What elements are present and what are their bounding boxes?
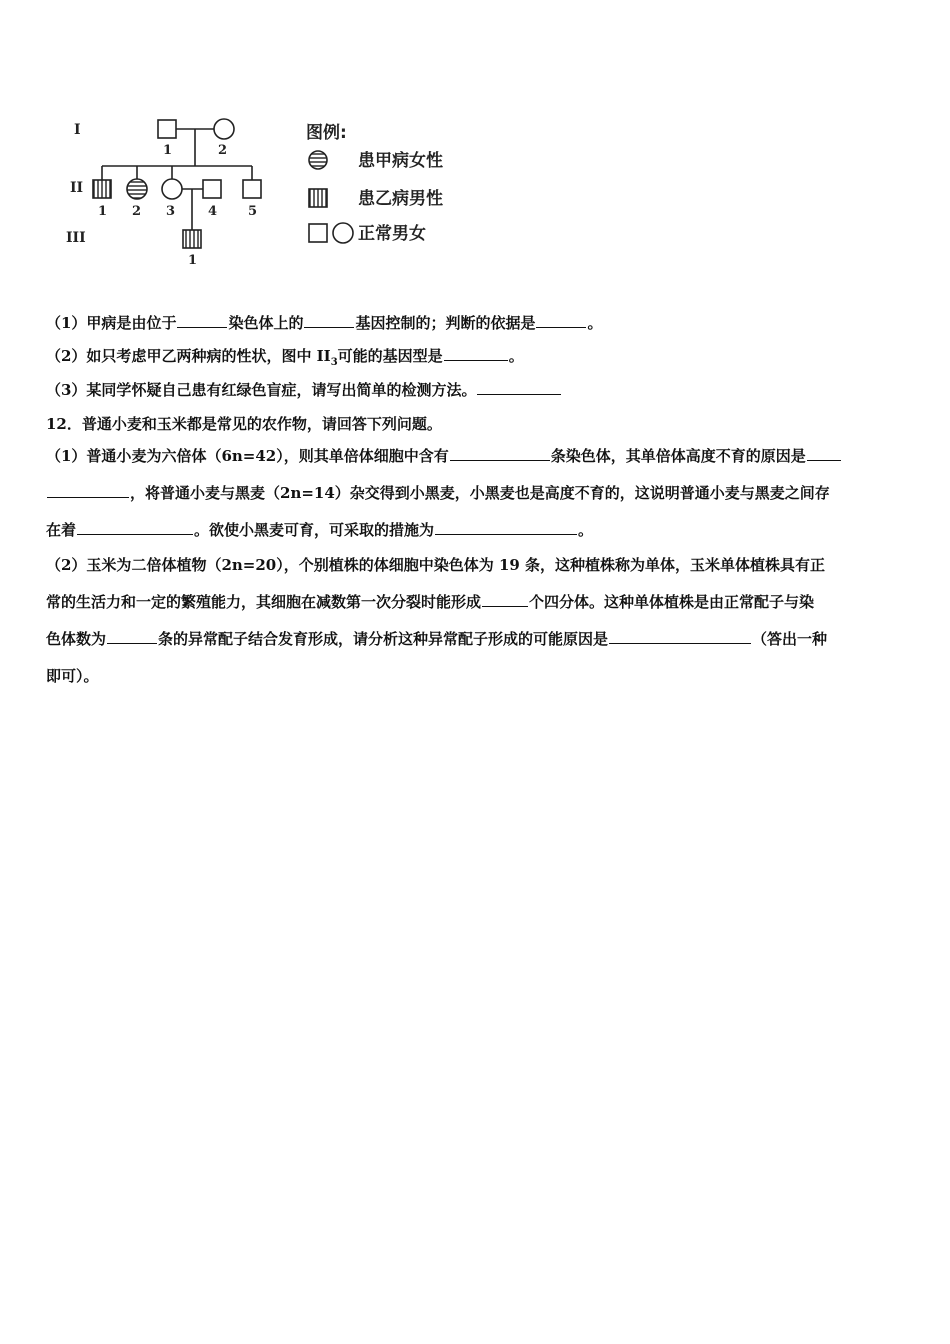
q12-title [46,413,442,434]
q12-part-1 [46,438,904,549]
generation-label-1: I [74,122,81,138]
answer-blank[interactable] [536,312,586,328]
gen2-affected-female-2 [127,179,147,199]
q12-p1-text-f: 。 [578,521,594,539]
gen2-female-3 [162,179,182,199]
legend-title: 图例: [306,123,347,143]
pedigree-chart [60,112,480,272]
q12-p2-text-b: 常的生活力和一定的繁殖能力，其细胞在减数第一次分裂时能形成 [46,593,482,611]
q11-p3-text-a: （3）某同学怀疑自己患有红绿色盲症，请写出简单的检测方法。 [46,381,477,399]
answer-blank[interactable] [482,591,528,607]
q12-p1-text-e: 。欲使小黑麦可育，可采取的措施为 [194,521,435,539]
q11-p2-subscript: 3 [330,357,338,368]
gen2-affected-male-1 [93,180,111,198]
gen3-number-1: 1 [188,253,198,268]
q11-p2-text-a: （2）如只考虑甲乙两种病的性状，图中 II [46,347,331,365]
answer-blank[interactable] [107,628,157,644]
q12-p2-text-c: 个四分体。这种单体植株是由正常配子与染 [529,593,815,611]
q12-p2-text-f: （答出一种 [752,630,828,648]
q12-p2-text-g: 即可）。 [46,667,99,685]
q11-p1-text-b: 染色体上的 [228,314,304,332]
gen2-number-2: 2 [132,204,142,219]
generation-label-2: II [70,180,84,196]
answer-blank[interactable] [444,345,508,361]
q12-p1-text-a: （1）普通小麦为六倍体（6n=42），则其单倍体细胞中含有 [46,447,449,465]
q11-p1-text-a: （1）甲病是由位于 [46,314,177,332]
q11-p2-text-b: 可能的基因型是 [337,347,443,365]
q12-title-text: 12．普通小麦和玉米都是常见的农作物，请回答下列问题。 [46,415,442,433]
q12-p2-text-d: 色体数为 [46,630,107,648]
answer-blank[interactable] [47,482,129,498]
q11-p1-text-d: 。 [587,314,603,332]
pedigree-figure [60,112,480,272]
legend-item-2: 患乙病男性 [358,189,443,209]
gen1-male-1 [158,120,176,138]
q12-p1-text-b: 条染色体，其单倍体高度不育的原因是 [550,447,806,465]
legend-square-icon [309,224,327,242]
q11-part-2 [46,345,524,368]
q11-part-1 [46,312,603,333]
answer-blank[interactable] [609,628,751,644]
gen2-number-3: 3 [166,204,176,219]
legend-circle-icon [333,223,353,243]
q12-p2-text-a: （2）玉米为二倍体植物（2n=20），个别植株的体细胞中染色体为 19 条，这种植株称为单体，玉米单体植株具有正 [46,556,826,574]
generation-label-3: III [66,230,86,246]
q12-p2-text-e: 条的异常配子结合发育形成，请分析这种异常配子形成的可能原因是 [158,630,609,648]
q11-part-3 [46,379,562,400]
q12-p1-text-d: 在着 [46,521,77,539]
legend-item-1: 患甲病女性 [358,151,443,171]
answer-blank[interactable] [177,312,227,328]
gen2-number-5: 5 [248,204,258,219]
answer-blank[interactable] [304,312,354,328]
gen1-number-2: 2 [218,143,228,158]
q12-part-2 [46,547,904,695]
gen1-female-2 [214,119,234,139]
q12-p1-text-c: ，将普通小麦与黑麦（2n=14）杂交得到小黑麦，小黑麦也是高度不育的，这说明普通小麦与黑麦之间存 [130,484,830,502]
gen2-male-4 [203,180,221,198]
gen2-number-4: 4 [208,204,218,219]
legend-striped-circle-icon [309,151,327,169]
answer-blank[interactable] [77,519,193,535]
q11-p2-text-c: 。 [508,347,524,365]
gen2-male-5 [243,180,261,198]
answer-blank[interactable] [450,445,550,461]
q11-p1-text-c: 基因控制的；判断的依据是 [355,314,536,332]
gen2-number-1: 1 [98,204,108,219]
answer-blank[interactable] [435,519,577,535]
answer-blank[interactable] [477,379,561,395]
gen3-affected-male-1 [183,230,201,248]
answer-blank[interactable] [807,445,841,461]
legend-item-3: 正常男女 [358,224,426,244]
legend-striped-square-icon [309,189,327,207]
gen1-number-1: 1 [163,143,173,158]
